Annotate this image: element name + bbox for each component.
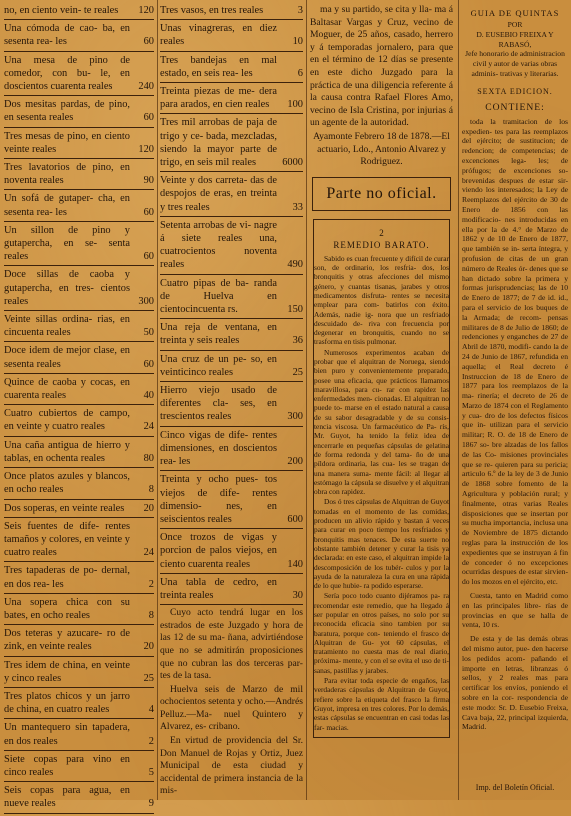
item-separator bbox=[160, 381, 303, 382]
item-separator bbox=[4, 341, 154, 342]
column-3 bbox=[310, 4, 453, 738]
item-description: Dos mesitas pardas, de pino, en sesenta reales bbox=[4, 99, 130, 124]
inventory-item bbox=[4, 753, 154, 779]
item-value: 25 bbox=[143, 672, 154, 684]
column-4 bbox=[462, 4, 568, 796]
item-description: Doce idem de mejor clase, en sesenta reales bbox=[4, 345, 130, 370]
item-description: Tres platos chicos y un jarro de china, en cuatro reales bbox=[4, 690, 130, 716]
item-description: Una caña antigua de hierro y tablas, en ochenta reales bbox=[4, 439, 130, 464]
item-value: 6000 bbox=[282, 157, 303, 169]
item-value: 100 bbox=[287, 99, 303, 111]
item-description: Tres mil arrobas de paja de trigo y ce- bada, mezcladas, siendo la mayor parte de trigo, en seis mil reales bbox=[160, 117, 277, 169]
article-number: 2 bbox=[379, 227, 384, 238]
article-box bbox=[313, 219, 450, 738]
author-line: Jefe honorario de administracion civil y autor de varias obras adminis- trativas y literarias. bbox=[465, 49, 565, 78]
inventory-column-2 bbox=[160, 4, 303, 799]
item-value: 33 bbox=[292, 201, 303, 213]
item-value: 30 bbox=[292, 589, 303, 601]
item-separator bbox=[4, 436, 154, 437]
item-description: no, en ciento vein- te reales bbox=[4, 5, 119, 16]
article-body bbox=[314, 254, 449, 732]
inventory-item bbox=[4, 520, 154, 560]
inventory-item bbox=[160, 85, 303, 111]
citation-notice bbox=[310, 4, 453, 130]
item-separator bbox=[4, 561, 154, 562]
inventory-item bbox=[160, 22, 303, 48]
inventory-item bbox=[160, 277, 303, 317]
item-value: 6 bbox=[297, 67, 303, 79]
column-divider bbox=[157, 0, 158, 800]
item-description: Setenta arrobas de vi- nagre á siete reales una, cuatrocientos noventa reales bbox=[160, 219, 277, 271]
item-description: Doce sillas de caoba y gutapercha, en tres- cientos reales bbox=[4, 269, 130, 307]
inventory-item bbox=[4, 268, 154, 308]
signature-line: Ayamonte Febrero 18 de 1878.—El actuario, Ldo., Antonio Alvarez y Rodriguez. bbox=[313, 130, 450, 168]
item-separator bbox=[4, 310, 154, 311]
inventory-item bbox=[4, 22, 154, 48]
item-value: 200 bbox=[287, 456, 303, 468]
item-description: Una cruz de un pe- so, en veinticinco reales bbox=[160, 353, 277, 378]
item-description: Veinte sillas ordina- rias, en cincuenta reales bbox=[4, 314, 130, 339]
item-description: Tres vasos, en tres reales bbox=[160, 5, 264, 16]
item-value: 490 bbox=[287, 259, 303, 271]
inventory-item bbox=[160, 384, 303, 424]
item-description: Seis fuentes de dife- rentes tamaños y colores, en veinte y cuatro reales bbox=[4, 520, 130, 559]
item-separator bbox=[160, 216, 303, 217]
item-description: Treinta piezas de me- dera para arados, en cien reales bbox=[160, 86, 277, 111]
item-separator bbox=[160, 604, 303, 605]
item-separator bbox=[4, 687, 154, 688]
item-separator bbox=[4, 373, 154, 374]
item-value: 8 bbox=[148, 484, 154, 496]
item-separator bbox=[4, 158, 154, 159]
item-description: Un sillon de pino y gutapercha, en se- senta reales bbox=[4, 224, 130, 263]
inventory-item bbox=[4, 54, 154, 94]
item-value: 240 bbox=[138, 81, 154, 93]
notice-paragraph: Huelva seis de Marzo de mil ochocientos setenta y ocho.—Andrés Pelluz.—Ma- nuel Quintero y Alvarez, es- cribano. bbox=[160, 683, 303, 733]
item-value: 300 bbox=[138, 295, 154, 307]
item-value: 120 bbox=[138, 143, 154, 155]
item-separator bbox=[160, 426, 303, 427]
edition-label: SEXTA EDICION. bbox=[477, 86, 553, 96]
item-separator bbox=[4, 127, 154, 128]
advert-body bbox=[462, 117, 568, 732]
item-description: Tres lavatorios de pino, en noventa reales bbox=[4, 162, 130, 187]
inventory-column-1 bbox=[4, 4, 154, 816]
inventory-item bbox=[4, 313, 154, 339]
inventory-item bbox=[4, 4, 154, 17]
item-value: 4 bbox=[148, 704, 154, 716]
item-value: 60 bbox=[143, 36, 154, 48]
section-title bbox=[312, 177, 451, 211]
inventory-item bbox=[160, 429, 303, 469]
inventory-item bbox=[160, 219, 303, 272]
item-value: 300 bbox=[287, 411, 303, 423]
item-separator bbox=[4, 750, 154, 751]
item-description: Tres idem de china, en veinte y cinco reales bbox=[4, 659, 130, 684]
item-separator bbox=[4, 51, 154, 52]
item-separator bbox=[4, 593, 154, 594]
item-separator bbox=[4, 813, 154, 814]
item-separator bbox=[160, 350, 303, 351]
column-divider bbox=[306, 0, 307, 800]
inventory-item bbox=[4, 690, 154, 716]
author-line: POR bbox=[507, 20, 523, 29]
item-description: Dos soperas, en veinte reales bbox=[4, 502, 125, 514]
item-description: Siete copas para vino en cinco reales bbox=[4, 753, 130, 778]
item-value: 60 bbox=[143, 206, 154, 218]
item-value: 60 bbox=[143, 358, 154, 370]
item-value: 5 bbox=[148, 766, 154, 778]
item-description: Dos teteras y azucare- ro de zink, en veinte reales bbox=[4, 628, 130, 653]
item-description: Una reja de ventana, en treinta y seis reales bbox=[160, 322, 277, 347]
item-value: 20 bbox=[143, 502, 154, 514]
item-description: Tres bandejas en mal estado, en seis rea- les bbox=[160, 54, 277, 79]
item-value: 140 bbox=[287, 558, 303, 570]
inventory-item bbox=[160, 174, 303, 214]
advert-paragraph: De esta y de las demás obras del mismo autor, pue- den hacerse los pedidos acom- pañando el importe en letras, libranzas ó sellos, y 2 reales mas para certificar los envíos, poniendo el sobre en la cor- respondencia de este modo: Sr. D. Eusebio Freixa, Cava baja, 22, principal izquierda, Madrid. bbox=[462, 634, 568, 732]
inventory-item bbox=[160, 54, 303, 80]
advert-author bbox=[462, 20, 568, 79]
item-description: Treinta y ocho pues- tos viejos de dife- rentes dimensio- nes, en seiscientos reales bbox=[160, 474, 277, 525]
inventory-item bbox=[4, 439, 154, 465]
article-title: REMEDIO BARATO. bbox=[333, 239, 430, 250]
item-value: 2 bbox=[148, 578, 154, 590]
item-separator bbox=[4, 221, 154, 222]
inventory-list bbox=[160, 4, 303, 605]
item-description: Hierro viejo usado de diferentes cla- ses, en trescientos reales bbox=[160, 385, 277, 423]
contents-heading: CONTIENE: bbox=[485, 101, 545, 113]
item-description: Una tabla de cedro, en treinta reales bbox=[160, 576, 277, 601]
inventory-item bbox=[4, 130, 154, 156]
item-value: 80 bbox=[143, 452, 154, 464]
advert-title: GUIA DE QUINTAS bbox=[470, 8, 560, 18]
item-value: 40 bbox=[143, 390, 154, 402]
item-separator bbox=[4, 19, 154, 20]
item-value: 600 bbox=[287, 513, 303, 525]
item-description: Cuatro pipas de ba- randa de Huelva en cientocincuenta rs. bbox=[160, 277, 277, 316]
item-separator bbox=[160, 470, 303, 471]
item-separator bbox=[4, 467, 154, 468]
item-description: Una mesa de pino de comedor, con bu- le, en doscientos cuarenta reales bbox=[4, 54, 130, 93]
item-value: 20 bbox=[143, 641, 154, 653]
item-description: Una sopera chica con su bates, en ocho reales bbox=[4, 596, 130, 621]
item-value: 36 bbox=[292, 335, 303, 347]
inventory-item bbox=[4, 502, 154, 515]
item-separator bbox=[4, 781, 154, 782]
item-separator bbox=[4, 95, 154, 96]
inventory-item bbox=[4, 784, 154, 810]
item-description: Tres tapaderas de po- dernal, en dos rea- les bbox=[4, 565, 130, 590]
item-description: Quince de caoba y cocas, en cuarenta reales bbox=[4, 376, 130, 402]
inventory-item bbox=[160, 473, 303, 526]
article-paragraph: Para evitar toda especie de engaños, las verdaderas cápsulas de Alquitran de Guyot, refiere sobre la etiqueta del frasco la firma Guyot, impresa en tres colores. Por lo demás, estas cápsulas se encuentran en casi todas las far- macias. bbox=[314, 676, 449, 732]
item-separator bbox=[160, 528, 303, 529]
item-value: 2 bbox=[148, 735, 154, 747]
notice-paragraph: ma y su partido, se cita y lla- ma á Baltasar Vargas y Cruz, vecino de Moguer, de 25 años, casado, herrero y á temporadas jornalero, para que en el término de 12 días se presente en este dicho Juzgado para la práctica de una diligencia referente á la causa contra Rafael Flores Amo, vecino de Isla Cristina, por injurias á un agente de la autoridad. bbox=[310, 4, 453, 129]
item-description: Cuatro cubiertos de campo, en veinte y cuatro reales bbox=[4, 408, 130, 433]
item-value: 3 bbox=[297, 5, 303, 16]
item-separator bbox=[160, 19, 303, 20]
item-value: 120 bbox=[138, 5, 154, 16]
item-description: Cinco vigas de dife- rentes dimensiones, en doscientos rea- les bbox=[160, 429, 277, 468]
inventory-item bbox=[160, 531, 303, 571]
item-description: Once trozos de vigas y porcion de palos viejos, en ciento cuarenta reales bbox=[160, 532, 277, 570]
item-description: Unas vinagreras, en diez reales bbox=[160, 23, 277, 48]
inventory-item bbox=[4, 721, 154, 747]
item-value: 25 bbox=[292, 366, 303, 378]
inventory-item bbox=[4, 224, 154, 264]
notice-paragraph: Cuyo acto tendrá lugar en los estrados de este Juzgado y hora de las 12 de su ma- ñana, advirtiéndose que no se admitirán proposiciones que no cubran las dos terceras par- tes de la tasa. bbox=[160, 607, 303, 682]
item-separator bbox=[4, 499, 154, 500]
advert-paragraph: Cuesta, tanto en Madrid como en las principales libre- rías de provincias en que se halla de venta, 10 rs. bbox=[462, 591, 568, 630]
item-description: Un mantequero sin tapadera, en dos reales bbox=[4, 722, 130, 747]
item-value: 60 bbox=[143, 251, 154, 263]
item-separator bbox=[160, 171, 303, 172]
item-description: Seis copas para agua, en nueve reales bbox=[4, 785, 130, 810]
item-separator bbox=[4, 404, 154, 405]
court-notice bbox=[160, 607, 303, 798]
item-value: 9 bbox=[148, 798, 154, 810]
article-paragraph: Numerosos experimentos acaban de probar que el alquitran de Noruega, siendo bien puro y convenientemente preparado, posee una eficacia, que prácticos llamamos maravillosa, para cu- rar con rapidez las enfermedades men- cionadas. El alquitran no puede to- marse en el estado natural a causa de su sabor desagradable y de su consis- tencia viscosa. Un farmacéutico de Pa- rís, Mr. Guyot, ha tenido la feliz idea de encerrarle en pequeñas cápsulas de gelatina de forma redonda y del tama- ño de una píldora ordinaria, las cua- les se tragan de una manera suma- mente fácil: al llegar al estómago la cápsula se disuelve y el alquitran obra con rapidez. bbox=[314, 347, 449, 497]
item-separator bbox=[4, 517, 154, 518]
inventory-item bbox=[4, 192, 154, 218]
item-separator bbox=[4, 718, 154, 719]
inventory-item bbox=[4, 596, 154, 622]
item-separator bbox=[4, 189, 154, 190]
article-paragraph: Sería poco todo cuanto dijéramos pa- ra recomendar este remedio, que ha llegado á ser popular en otros países, no solo por su reconocida eficacia sino tambien por su baratura, porque con- teniendo el frasco de Alquitran de Gu- yot 60 cápsulas, el tratamiento no cuesta mas de real diario, próxima- mente, y con el se evita el uso de ti- sanas, pastillas y jarabes. bbox=[314, 591, 449, 675]
item-value: 8 bbox=[148, 609, 154, 621]
item-separator bbox=[4, 656, 154, 657]
item-separator bbox=[4, 624, 154, 625]
inventory-item bbox=[4, 627, 154, 653]
author-line: D. EUSEBIO FREIXA Y RABASÓ, bbox=[476, 29, 554, 49]
item-description: Una cómoda de cao- ba, en sesenta rea- les bbox=[4, 23, 130, 48]
inventory-item bbox=[160, 4, 303, 17]
inventory-item bbox=[4, 470, 154, 496]
inventory-item bbox=[4, 344, 154, 370]
item-description: Once platos azules y blancos, en ocho reales bbox=[4, 471, 130, 496]
inventory-item bbox=[4, 407, 154, 433]
item-value: 90 bbox=[143, 175, 154, 187]
item-description: Tres mesas de pino, en ciento veinte reales bbox=[4, 130, 130, 155]
item-separator bbox=[160, 573, 303, 574]
printer-footer: Imp. del Boletín Oficial. bbox=[475, 783, 555, 792]
inventory-item bbox=[4, 98, 154, 124]
inventory-item bbox=[4, 161, 154, 187]
item-value: 150 bbox=[287, 304, 303, 316]
inventory-item bbox=[4, 659, 154, 685]
item-description: Un sofá de gutaper- cha, en sesenta rea- les bbox=[4, 193, 130, 218]
item-value: 24 bbox=[143, 547, 154, 559]
column-divider bbox=[458, 0, 459, 800]
inventory-item bbox=[160, 576, 303, 602]
item-separator bbox=[160, 274, 303, 275]
item-value: 24 bbox=[143, 421, 154, 433]
item-value: 10 bbox=[292, 36, 303, 48]
section-title-text: Parte no oficial. bbox=[326, 184, 437, 202]
article-paragraph: Dos ó tres cápsulas de Alquitran de Guyot tomadas en el momento de las comidas, producen un alivio rápido y bastan á veces para curar en poco tiempo los resfriados y bronquitis mas tenaces. De esta suerte no obstante también detener y curar la tisis ya declarada: en este caso, el alquitran impide la descomposición de los tubér- culos y por la ayuda de la naturaleza la cura en una rápida de lo que hubie- ra podido esperarse. bbox=[314, 497, 449, 591]
item-separator bbox=[160, 113, 303, 114]
inventory-item bbox=[160, 116, 303, 169]
item-separator bbox=[160, 51, 303, 52]
article-paragraph: Sabido es cuan frecuente y difícil de curar son, de ordinario, los resfria- dos, los bronquitis y otras afecciones del mismo género, y cuantas tisanas, jarabes y otros medicamentos disfruta- rentes se necesita emplear para com- batirlos con éxito. Además, nadie ig- nora que un resfriado descuidado de- riva con frecuencia por degenerar en bronquitis, cuando no se trasforma en tisis pulmonar. bbox=[314, 253, 449, 347]
item-value: 60 bbox=[143, 112, 154, 124]
inventory-item bbox=[4, 376, 154, 402]
inventory-item bbox=[4, 564, 154, 590]
item-separator bbox=[160, 318, 303, 319]
notice-paragraph: En virtud de providencia del Sr. Don Manuel de Rojas y Ortiz, Juez Municipal de esta ciudad y accidental de primera instancia de la mis- bbox=[160, 735, 303, 797]
inventory-item bbox=[160, 353, 303, 379]
signature-block bbox=[310, 131, 453, 169]
inventory-item bbox=[160, 321, 303, 347]
item-separator bbox=[160, 82, 303, 83]
item-separator bbox=[4, 265, 154, 266]
item-value: 50 bbox=[143, 327, 154, 339]
advert-paragraph: toda la tramitacion de los expedien- tes para las reemplazos del ejército; de sustitucion; de redencion; de competencias; de excenciones lega- les; de prófugos; de excenciones so- brevenidas despues de estar sir- viendo los interesados; la Ley de Reemplazos del ejército de 30 de Enero de 1856 con las modificacio- nes introducidas en ella por la de 4.° de Marzo de 1862 y de 10 de Enero de 1877, que también se in- serta íntegra, y profusion de citas de un gran número de Reales ór- denes que se han dictado sobre la primera y formas jurisprudencias; las de 10 de Enero de 1877; de 7 de id. id., para el servicio de los buques de la Armada; de recom- pensas militares de 8 de Julio de 1860; de redenciones y enganches de 27 de Abril de 1870, modifi- cando la de 24 de Junio de 1867, refundida en aquella; el Real decreto é Instruccion de 18 de Enero de 1877 para los reemplazos de la ma- rinería; el decreto de 26 de Marzo de 1874 con el Reglamento y cua- dro de los defectos físicos que in- utilizan para el servicio militar; R. O. de 18 de Enero de 1867 so- bre alzadas de los fallos de las Co- misiones provinciales que se re- quieren para su pericia; articulo 6.º de la ley de 3 de Junio de 1868 sobre fomento de la Agricultura y población rural; y finalmente, otras varias Reales disposiciones que se insertan por su mucha importancia, inclusa una de Noviembre de 1875 dictando reglas para la instrucción de los expedientes que se instruyan á fin de conceder ó no excepciones ocurridas despues de estar sirvien- do los mozos en el ejército, etc. bbox=[462, 116, 568, 587]
item-description: Veinte y dos carreta- das de despojos de eras, en treinta y tres reales bbox=[160, 175, 277, 213]
